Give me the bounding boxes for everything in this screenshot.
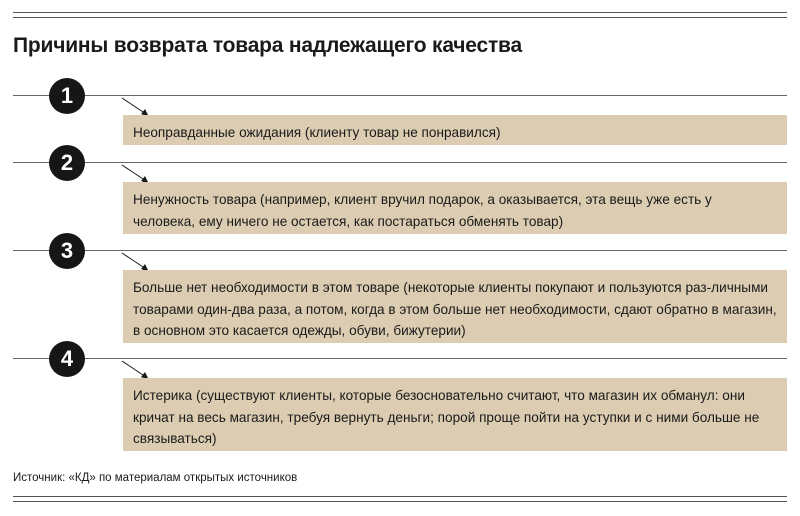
item-divider (13, 162, 787, 163)
number-badge: 2 (49, 145, 85, 181)
item-divider (13, 358, 787, 359)
reason-text: Больше нет необходимости в этом товаре (некоторые клиенты покупают и пользуются раз-личными товарами один-два раза, а потом, когда в этом больше нет необходимости, сдают обратно в магазин, в основном это касается одежды, обуви, бижутерии) (123, 270, 787, 343)
item-divider (13, 250, 787, 251)
reason-text: Ненужность товара (например, клиент вручил подарок, а оказывается, эта вещь уже есть у человека, ему ничего не остается, как постараться обменять товар) (123, 182, 787, 234)
page-title: Причины возврата товара надлежащего качества (13, 34, 522, 57)
top-double-rule (13, 12, 787, 18)
reason-text: Истерика (существуют клиенты, которые безосновательно считают, что магазин их обманул: они кричат на весь магазин, требуя вернуть деньги; порой проще пойти на уступки и с ними больше не связываться) (123, 378, 787, 451)
number-badge: 1 (49, 78, 85, 114)
number-badge: 4 (49, 341, 85, 377)
bottom-double-rule (13, 496, 787, 502)
number-badge: 3 (49, 233, 85, 269)
item-divider (13, 95, 787, 96)
source-note: Источник: «КД» по материалам открытых источников (13, 472, 298, 484)
reason-text: Неоправданные ожидания (клиенту товар не понравился) (123, 115, 787, 145)
